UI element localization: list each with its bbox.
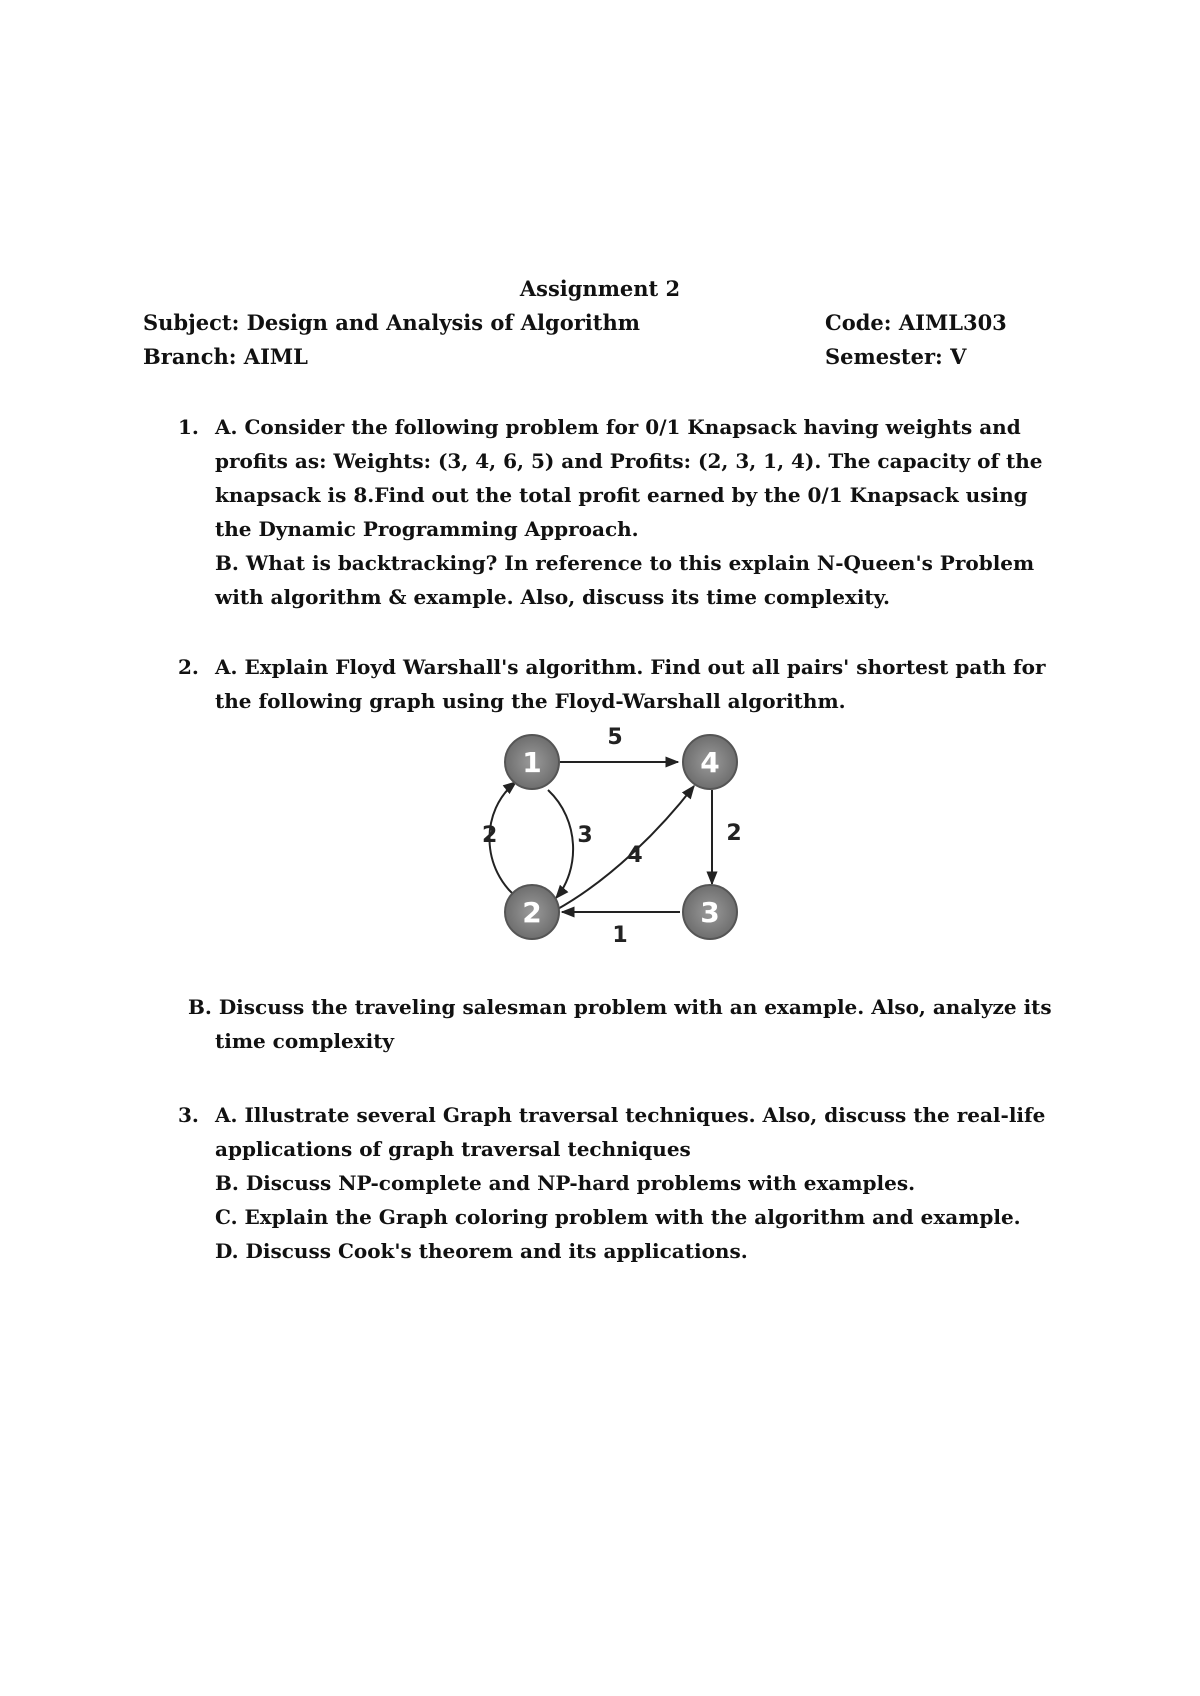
header-row-subject	[143, 310, 1007, 335]
node-1-label: 1	[522, 746, 542, 779]
question-2-number: 2.	[178, 655, 199, 679]
question-3d: D. Discuss Cook's theorem and its applications.	[215, 1239, 748, 1263]
question-2b-line1: B. Discuss the traveling salesman problem with an example. Also, analyze its	[188, 995, 1052, 1019]
semester-label: Semester: V	[825, 344, 967, 369]
node-2-label: 2	[522, 896, 542, 929]
question-2a: A. Explain Floyd Warshall's algorithm. Find out all pairs' shortest path for the following graph using the Floyd-Warshall algorithm.	[215, 655, 1046, 713]
subject-label: Subject: Design and Analysis of Algorithm	[143, 310, 640, 335]
weight-1-2: 3	[577, 823, 593, 848]
weight-2-1: 2	[482, 823, 498, 848]
floyd-warshall-graph	[480, 720, 770, 960]
question-3a: A. Illustrate several Graph traversal techniques. Also, discuss the real-life applications of graph traversal techniques	[215, 1103, 1046, 1161]
assignment-title: Assignment 2	[519, 276, 681, 301]
node-3-label: 3	[700, 896, 720, 929]
header-row-branch	[143, 344, 1003, 369]
question-1-number: 1.	[178, 415, 199, 439]
question-2b-line2: time complexity	[215, 1029, 395, 1053]
question-3-number: 3.	[178, 1103, 199, 1127]
branch-label: Branch: AIML	[143, 344, 308, 369]
question-3c: C. Explain the Graph coloring problem with the algorithm and example.	[215, 1205, 1021, 1229]
node-2	[505, 885, 559, 939]
weight-2-4: 4	[627, 843, 643, 868]
question-1a: A. Consider the following problem for 0/1 Knapsack having weights and profits as: Weights: (3, 4, 6, 5) and Profits: (2, 3, 1, 4). The capacity of the knapsack is 8.Find out the total profit earned by the 0/1 Knapsack using the Dynamic Programming Approach.	[215, 415, 1043, 541]
node-4-label: 4	[700, 746, 720, 779]
question-2b	[188, 990, 1058, 1058]
weight-1-4: 5	[607, 725, 623, 750]
question-3b: B. Discuss NP-complete and NP-hard problems with examples.	[215, 1171, 916, 1195]
question-3	[215, 1098, 1060, 1268]
edge-2-to-4	[556, 786, 694, 910]
course-code: Code: AIML303	[825, 310, 1007, 335]
question-1	[215, 410, 1060, 614]
question-1b: B. What is backtracking? In reference to this explain N-Queen's Problem with algorithm & example. Also, discuss its time complexity.	[215, 551, 1035, 609]
question-2a-block	[215, 650, 1060, 718]
node-1	[505, 735, 559, 789]
weight-4-3: 2	[726, 821, 742, 846]
node-4	[683, 735, 737, 789]
weight-3-2: 1	[612, 923, 628, 948]
node-3	[683, 885, 737, 939]
edge-1-to-2	[548, 790, 573, 898]
